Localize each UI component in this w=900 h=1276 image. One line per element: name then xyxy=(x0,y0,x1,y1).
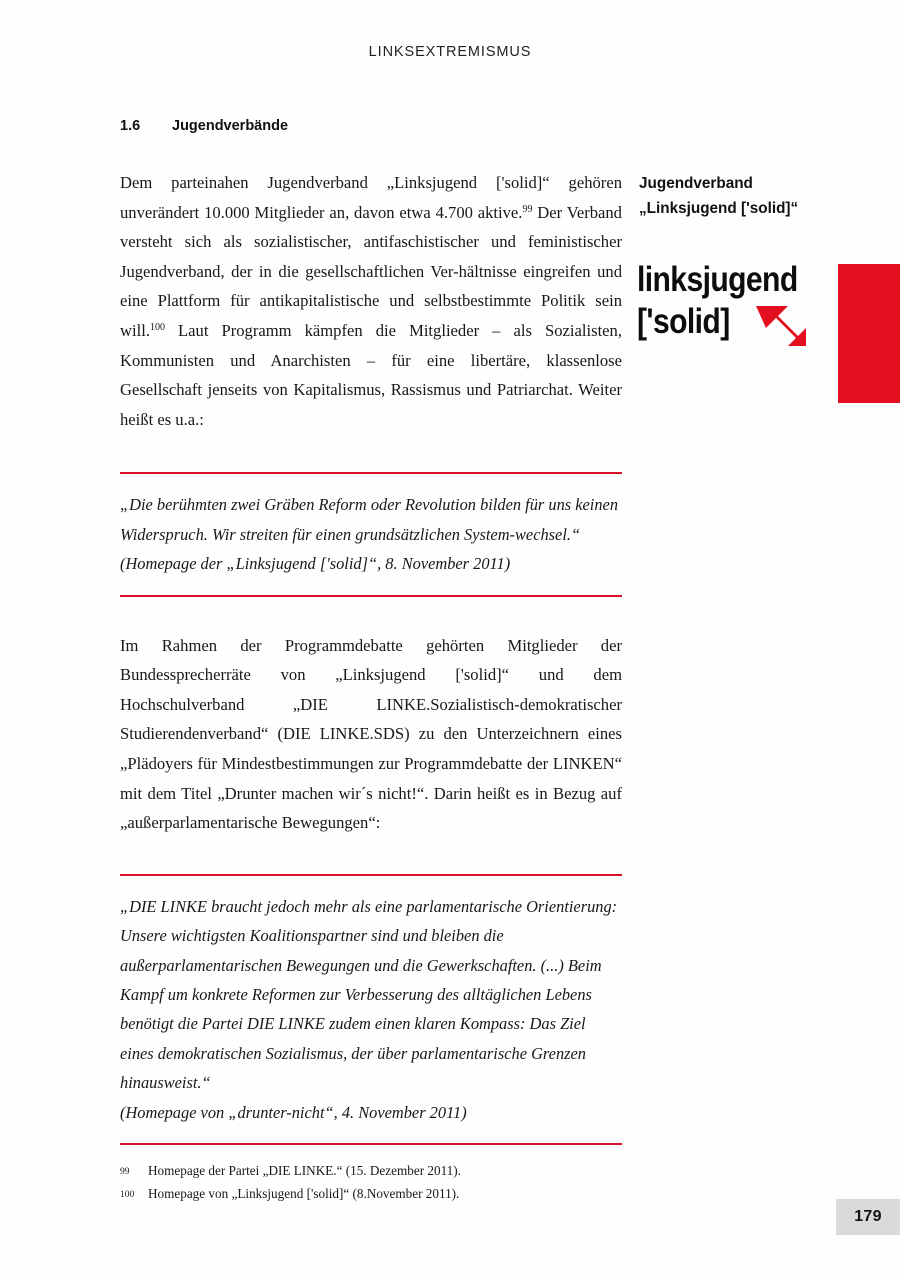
logo-text-line-1: linksjugend xyxy=(637,260,798,299)
footnote-text: Homepage von „Linksjugend ['solid]“ (8.November 2011). xyxy=(148,1186,460,1201)
spacer xyxy=(120,597,622,631)
body-paragraph-1 xyxy=(120,168,622,434)
quote-2-source: (Homepage von „drunter-nicht“, 4. November 2011) xyxy=(120,1102,467,1122)
page-title xyxy=(120,118,288,134)
quote-1-source: (Homepage der „Linksjugend ['solid]“, 8. November 2011) xyxy=(120,554,511,574)
quote-block-2 xyxy=(120,874,622,1145)
footnote-item xyxy=(120,1183,640,1206)
footnote-ref-100[interactable]: 100 xyxy=(149,321,165,333)
logo-text-line-2: ['solid] xyxy=(637,302,730,341)
sidebar-title-line-2: „Linksjugend ['solid]“ xyxy=(639,199,799,217)
section-number: 1.6 xyxy=(120,118,141,134)
sidebar-caption xyxy=(639,172,839,221)
footnote-item xyxy=(120,1160,640,1183)
paragraph-1-part-1: Dem parteinahen Jugendverband „Linksjugend ['solid]“ gehören unverändert 10.000 Mitglieder an, davon etwa 4.700 aktive. xyxy=(120,173,622,222)
footnote-number: 100 xyxy=(120,1190,135,1200)
quote-2-text: „DIE LINKE braucht jedoch mehr als eine parlamentarische Orientierung: Unsere wichtigsten Koalitionspartner sind und bleiben die außerparlamentarischen Bewegungen und die Gewerkschaften. (...) Beim Kampf um konkrete Reformen zur Verbesserung des alltäglichen Lebens benötigt die Partei DIE LINKE zudem einen klaren Kompass: Das Ziel eines demokratischen Sozialismus, der über parlamentarische Grenzen hinausweist.“ xyxy=(120,896,618,1093)
spacer xyxy=(120,434,622,472)
body-paragraph-2: Im Rahmen der Programmdebatte gehörten Mitglieder der Bundessprecherräte von „Linksjugend ['solid]“ und dem Hochschulverband „DIE LINKE.Sozialistisch-demokratischer Studierendenverband“ (DIE LINKE.SDS) zu den Unterzeichnern eines „Plädoyers für Mindestbestimmungen zur Programmdebatte der LINKEN“ mit dem Titel „Drunter machen wir´s nicht!“. Darin heißt es in Bezug auf „außerparlamentarische Bewegungen“: xyxy=(120,635,622,833)
linksjugend-solid-logo xyxy=(637,262,812,348)
footnote-number: 99 xyxy=(120,1167,130,1177)
page-number: 179 xyxy=(836,1199,900,1235)
spacer xyxy=(120,838,622,874)
sidebar-title xyxy=(639,172,839,221)
footnote-ref-99[interactable]: 99 xyxy=(522,203,533,215)
running-head: LINKSEXTREMISMUS xyxy=(368,44,532,60)
quote-1-text: „Die berühmten zwei Gräben Reform oder Revolution bilden für uns keinen Widerspruch. Wir streiten für einen grundsätzlichen System-wechsel.“ xyxy=(120,495,619,544)
sidebar-title-line-1: Jugendverband xyxy=(639,175,753,192)
footnote-text: Homepage der Partei „DIE LINKE.“ (15. Dezember 2011). xyxy=(148,1163,461,1178)
red-accent-bar xyxy=(838,264,900,403)
quote-block-1 xyxy=(120,472,622,596)
paragraph-1-part-2: Der Verband versteht sich als sozialistischer, antifaschistischer und feministischer Jugendverband, der in die gesellschaftlichen Ver-hältnisse eingreifen und eine Plattform für antikapitalistische und selbstbestimmte Politik sein will. xyxy=(120,202,622,340)
main-text-column xyxy=(120,168,622,1145)
footnotes-area xyxy=(120,1160,640,1206)
section-title: Jugendverbände xyxy=(172,118,289,134)
paragraph-1-part-3: Laut Programm kämpfen die Mitglieder – als Sozialisten, Kommunisten und Anarchisten – für eine libertäre, klassenlose Gesellschaft jenseits von Kapitalismus, Rassismus und Patriarchat. Weiter heißt es u.a.: xyxy=(120,320,622,429)
arrow-up-left-icon xyxy=(754,304,809,348)
